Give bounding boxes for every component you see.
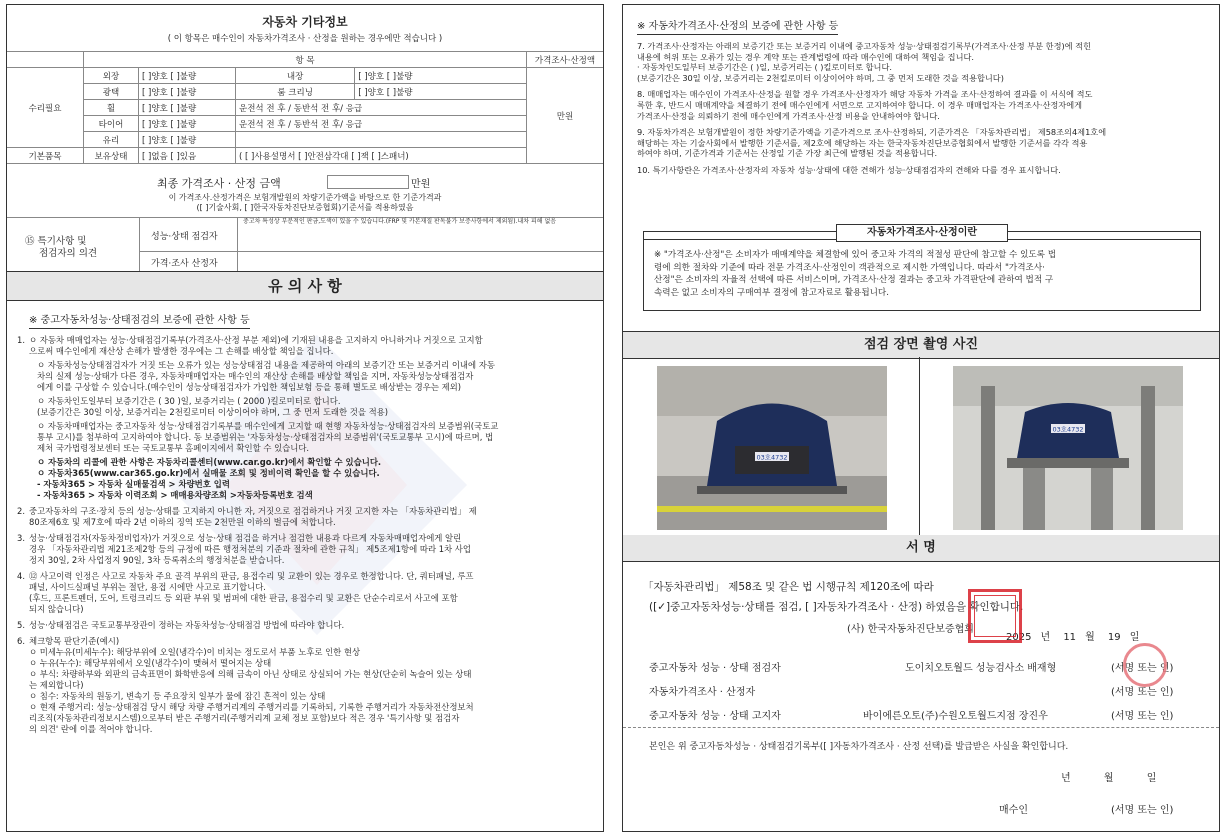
signature-title: 서 명 — [623, 535, 1219, 562]
photo-area — [623, 357, 1219, 536]
law-line-1: 「자동차관리법」 제58조 및 같은 법 시행규칙 제120조에 따라 — [643, 581, 934, 593]
final-note-2: ([ ]기술사회, [ ]한국자동차진단보증협회)기준서를 적용하였음 — [196, 203, 414, 212]
plate-text: 03호4732 — [756, 453, 788, 462]
right-page — [622, 4, 1220, 832]
box-text: ※ "가격조사·산정"은 소비자가 매매계약을 체결함에 있어 중고차 가격의 적절성 판단에 참고할 수 있도록 법 령에 의한 절차와 기준에 따라 전문 가격조사·산정인이 객관적으로 제시한 가액입니다. 따라서 "가격조사· 산정"은 소비자의 자율적 선택에 따른 서비스이며, 가격조사·산정 결과는 중고차 가격판단에 관하여 법적 구 속력은 없고 소비자의 구매여부 결정에 참고자료로 활용됩니다. — [654, 250, 1057, 298]
price-warranty-list — [623, 35, 1219, 176]
list-item: 9. 자동차가격은 보험개발원이 정한 차량기준가액을 기준가격으로 조사·산정하되, 기준가격은 「자동차관리법」 제58조의4제1호에 해당하는 자는 기술사회에서 발행한 기준서를, 제2호에 해당하는 자는 한국자동차진단보증협회에서 발행한 기준서를 각각 적용 하여야 하며, 기준가격과 기준서는 산정일 기준 가장 최근에 발행된 것을 적용합니다. — [637, 127, 1107, 159]
option-table — [7, 51, 603, 164]
final-price-block — [7, 173, 603, 218]
row-cell: [ ]양호 [ ]불량 — [139, 132, 236, 148]
page-subtitle: ( 이 항목은 매수인이 자동차가격조사 · 산정을 원하는 경우에만 적습니다 ) — [167, 34, 443, 44]
buyer-label: 매수인 — [999, 805, 1028, 816]
buyer-date: 년 월 일 — [1061, 773, 1157, 784]
sig-value: 도이치오토월드 성능검사소 배재형 — [905, 663, 1057, 674]
plate-text: 03호4732 — [1052, 425, 1084, 434]
buyer-sign: (서명 또는 인) — [1111, 805, 1174, 816]
law-line-2: ([✓]중고자동차성능·상태를 점검, [ ]자동차가격조사 · 산정) 하였음을 확인합니다. — [649, 601, 1024, 613]
list-item: 8. 매매업자는 매수인이 가격조사·산정을 원할 경우 가격조사·산정자가 해당 자동차 가격을 조사·산정하여 결과를 이 서식에 적도 록한 후, 반드시 매매계약을 체결하기 전에 매수인에게 서면으로 고지하여야 합니다. 이 경우 매매업자는 가격조사·산정자에게 가격조사·산정을 의뢰하기 전에 매수인에게 가격조사·산정 비용을 안내하여야 합니다. — [637, 89, 1093, 121]
list-item: 3. 성능·상태점검자(자동차정비업자)가 거짓으로 성능·상태 점검을 하거나 점검한 내용과 다르게 자동차매매업자에게 알린 경우 「자동차관리법 제21조제2항 등의 규정에 따른 행정처분의 기준과 절차에 관한 규칙」 제5조제1항에 따라 1차 사업 정지 30일, 2차 사업정지 90일, 3차 등록취소의 행정처분을 받습니다. — [7, 533, 603, 566]
warranty-title: ※ 중고자동차성능·상태점검의 보증에 관한 사항 등 — [29, 311, 250, 329]
row-cell: ( [ ]사용설명서 [ ]안전삼각대 [ ]잭 [ ]스패너) — [236, 148, 527, 164]
list-item: 10. 특기사항란은 가격조사·산정자의 자동차 성능·상태에 대한 견해가 성능·상태점검자의 견해와 다를 경우 표시합니다. — [637, 164, 1061, 175]
sig-label: 중고자동차 성능 · 상태 고지자 — [649, 711, 781, 722]
row-cell: 룸 크리닝 — [236, 84, 355, 100]
row-cell: 내장 — [236, 68, 355, 84]
rear-photo — [953, 366, 1183, 530]
header-price: 가격조사·산정액 — [527, 52, 604, 68]
final-note-1: 이 가격조사.산정가격은 보험개발원의 차량기준가액을 바탕으로 한 기준가격과 — [168, 193, 442, 202]
item-text: 중고자동차의 구조·장치 등의 성능·상태를 고지하지 아니한 자, 거짓으로 점검하거나 거짓 고지한 자는 「자동차관리법」 제 80조제6호 및 제7호에 따라 2년 이하의 징역 또는 2천만원 이하의 벌금에 처합니다. — [29, 506, 477, 527]
row-cell: [ ]양호 [ ]불량 — [139, 100, 236, 116]
inspector-note: 중고차 특성상 부분적인 판금,도색이 있을 수 있습니다.(FRP 및 카본재질 판독불가 보증사항에서 제외됨).내차 피해 없음 — [243, 218, 557, 225]
appraiser-label: 가격·조사 산정자 — [151, 259, 218, 269]
row-label: 보유상태 — [84, 148, 139, 164]
sig-label: 중고자동차 성능 · 상태 점검자 — [649, 663, 781, 674]
sig-value: 바이에른오토(주)수원오토월드지점 장진우 — [863, 711, 1048, 722]
list-item: 7. 가격조사·산정자는 아래의 보증기간 또는 보증거리 이내에 중고자동차 성능·상태점검기록부(가격조사·산정 부분 한정)에 적힌 내용에 허위 또는 오류가 있는 경우 계약 또는 관계법령에 따라 매수인에 대하여 책임을 집니다. · 자동차인도일부터 보증기간은 ( )일, 보증거리는 ( )킬로미터로 합니다. (보증기간은 30일 이상, 보증거리는 2천킬로미터 이상이어야 하며, 그 중 먼저 도래한 것을 적용합니다) — [637, 41, 1092, 83]
sig-sign: (서명 또는 인) — [1111, 663, 1174, 674]
item-text: 성능·상태점검은 국토교통부장관이 정하는 자동차성능·상태점검 방법에 따라야 합니다. — [29, 620, 345, 630]
list-item: 1. ㅇ 자동차 매매업자는 성능·상태점검기록부(가격조사·산정 부분 제외)에 기재된 내용을 고지하지 아니하거나 거짓으로 고지함 으로써 매수인에게 재산상 손해가 발생한 경우에는 그 손해를 배상할 책임을 집니다. — [7, 335, 603, 357]
item-text: ㅇ 자동차의 리콜에 관한 사항은 자동차리콜센터(www.car.go.kr)에서 확인할 수 있습니다. ㅇ 자동차365(www.car365.go.kr)에서 실매물 조회 및 정비이력 확인을 할 수 있습니다. - 자동차365 > 자동차 실매물검색 > 차량번호 입력 - 자동차365 > 자동차 이력조회 > 매매용차량조회 >자동차등록번호 검색 — [37, 457, 382, 500]
row-cell: [ ]양호 [ ]불량 — [355, 84, 527, 100]
page-title: 자동차 기타정보 — [262, 15, 348, 29]
left-page — [6, 4, 604, 832]
row-cell: 운전석 전 후 / 동반석 전 후/ 응급 — [236, 116, 527, 132]
row-cell: [ ]양호 [ ]불량 — [355, 68, 527, 84]
price-unit: 만원 — [527, 68, 604, 164]
special-label-1: ⑮ 특기사항 및 — [25, 236, 87, 247]
item-text: 체크항목 판단기준(예시) ㅇ 미세누유(미세누수): 해당부위에 오일(냉각수)이 비치는 정도로서 부품 노후로 인한 현상 ㅇ 누유(누수): 해당부위에서 오일(냉각수)이 맺혀서 떨어지는 상태 ㅇ 부식: 차량하부와 외판의 금속표면이 화학반응에 의해 금속이 아닌 상태로 상실되어 가는 현상(단순히 녹슬어 있는 상태 는 제외합니다) ㅇ 침수: 자동차의 원동기, 변속기 등 주요장치 일부가 물에 잠긴 흔적이 있는 상태 ㅇ 현재 주행거리: 성능·상태점검 당시 해당 차량 주행거리계의 주행거리를 기록하되, 기록한 주행거리가 자동차전산정보처 리조직(자동차관리정보시스템)으로부터 받은 주행거리(주행거리계 교체 정보 포함)보다 적은 경우 '특기사항 및 점검자 의 의견' 란에 이를 적어야 합니다. — [29, 636, 474, 734]
final-price-label: 최종 가격조사 · 산정 금액 — [157, 177, 281, 190]
caution-title: 유 의 사 항 — [7, 271, 603, 301]
appraisal-info-box — [643, 227, 1201, 311]
row-label: 광택 — [84, 84, 139, 100]
row-cell — [236, 132, 527, 148]
group-repair: 수리필요 — [7, 68, 84, 148]
sig-label: 자동차가격조사 · 산정자 — [649, 687, 756, 698]
row-cell: [ ]양호 [ ]불량 — [139, 84, 236, 100]
association-seal — [968, 589, 1022, 643]
front-photo — [657, 366, 887, 530]
price-warranty-title: ※ 자동차가격조사·산정의 보증에 관한 사항 등 — [637, 17, 838, 35]
item-text: ㅇ 자동차매매업자는 중고자동차 성능·상태점검기록부를 매수인에게 고지할 때 현행 자동차성능·상태점검자의 보증범위(국토교 통부 고시)를 첨부하여 고지하여야 합니다. 동 보증범위는 '자동차성능·상태점검자의 보증범위'(국토교통부 고시)에 따르며, 법 제처 국가법령정보센터 또는 국토교통부 홈페이지에서 확인할 수 있습니다. — [37, 421, 499, 453]
photo-title: 점검 장면 촬영 사진 — [623, 331, 1219, 359]
row-label: 타이어 — [84, 116, 139, 132]
row-label: 휠 — [84, 100, 139, 116]
item-text: ⑫ 사고이력 인정은 사고로 자동차 주요 골격 부위의 판금, 용접수리 및 교환이 있는 경우로 한정합니다. 단, 쿼터패널, 루프 패널, 사이드실패널 부위는 절단, 용접 시에만 사고로 표기합니다. (후드, 프론트펜더, 도어, 트렁크리드 등 외판 부위 및 범퍼에 대한 판금, 용접수리 및 교환은 단순수리로서 사고에 포함 되지 않습니다) — [29, 571, 474, 614]
buyer-confirm: 본인은 위 중고자동차성능 · 상태점검기록부([ ]자동차가격조사 · 산정 선택)를 발급받은 사실을 확인합니다. — [649, 742, 1069, 752]
sig-sign: (서명 또는 인) — [1111, 711, 1174, 722]
inspector-seal — [1123, 643, 1167, 687]
date-month: 11 — [1063, 632, 1077, 643]
item-text: ㅇ 자동차 매매업자는 성능·상태점검기록부(가격조사·산정 부분 제외)에 기재된 내용을 고지하지 아니하거나 거짓으로 고지함 으로써 매수인에게 재산상 손해가 발생한 경우에는 그 손해를 배상할 책임을 집니다. — [29, 335, 483, 356]
association: (사) 한국자동차진단보증협회 — [847, 624, 974, 635]
final-price-box — [327, 175, 409, 189]
row-label: 유리 — [84, 132, 139, 148]
list-item: 6. 체크항목 판단기준(예시) ㅇ 미세누유(미세누수): 해당부위에 오일(냉각수)이 비치는 정도로서 부품 노후로 인한 현상 ㅇ 누유(누수): 해당부위에서 오일(냉각수)이 맺혀서 떨어지는 상태 ㅇ 부식: 차량하부와 외판의 금속표면이 화학반응에 의해 금속이 아닌 상태로 상실되어 가는 현상(단순히 녹슬어 있는 상태 는 제외합니다) ㅇ 침수: 자동차의 원동기, 변속기 등 주요장치 일부가 물에 잠긴 흔적이 있는 상태 ㅇ 현재 주행거리: 성능·상태점검 당시 해당 차량 주행거리계의 주행거리를 기록하되, 기록한 주행거리가 자동차전산정보처 리조직(자동차관리정보시스템)으로부터 받은 주행거리(주행거리계 교체 정보 포함)보다 적은 경우 '특기사항 및 점검자 의 의견' 란에 이를 적어야 합니다. — [7, 636, 603, 735]
item-text: ㅇ 자동차성능상태점검자가 거짓 또는 오류가 있는 성능상태점검 내용을 제공하여 아래의 보증기간 또는 보증거리 이내에 자동 차의 실제 성능·상태가 다른 경우, 자동차매매업자는 매수인의 재산상 손해를 배상할 책임을 지며, 자동차성능상태점검자 에게 이를 구상할 수 있습니다.(매수인이 성능상태점검자가 가입한 책임보험 등을 통해 별도로 배상받는 경우는 제외) — [37, 360, 495, 392]
group-basic: 기본품목 — [7, 148, 84, 164]
inspector-label: 성능·상태 점검자 — [151, 232, 218, 242]
row-label: 외장 — [84, 68, 139, 84]
row-cell: [ ]없음 [ ]있음 — [139, 148, 236, 164]
special-label-2: 점검자의 의견 — [39, 248, 98, 259]
list-item: 5. 성능·상태점검은 국토교통부장관이 정하는 자동차성능·상태점검 방법에 따라야 합니다. — [7, 620, 603, 631]
box-title: 자동차가격조사·산정이란 — [836, 224, 1008, 242]
date-block: 2025 년 11 월 19 일 — [1006, 632, 1140, 643]
special-notes-block — [7, 217, 603, 272]
row-cell: [ ]양호 [ ]불량 — [139, 116, 236, 132]
row-cell: 운전석 전 후 / 동반석 전 후/ 응급 — [236, 100, 527, 116]
final-price-unit: 만원 — [411, 179, 431, 190]
row-cell: [ ]양호 [ ]불량 — [139, 68, 236, 84]
header-item: 항 목 — [84, 52, 527, 68]
list-item: 2. 중고자동차의 구조·장치 등의 성능·상태를 고지하지 아니한 자, 거짓으로 점검하거나 거짓 고지한 자는 「자동차관리법」 제 80조제6호 및 제7호에 따라 2년 이하의 징역 또는 2천만원 이하의 벌금에 처합니다. — [7, 506, 603, 528]
caution-list — [7, 335, 603, 735]
item-text: 성능·상태점검자(자동차정비업자)가 거짓으로 성능·상태 점검을 하거나 점검한 내용과 다르게 자동차매매업자에게 알린 경우 「자동차관리법 제21조제2항 등의 규정에 따른 행정처분의 기준과 절차에 관한 규칙」 제5조제1항에 따라 1차 사업 정지 30일, 2차 사업정지 90일, 3차 등록취소의 행정처분을 받습니다. — [29, 533, 471, 565]
date-day: 19 — [1107, 632, 1121, 643]
item-text: ㅇ 자동차인도일부터 보증기간은 ( 30 )일, 보증거리는 ( 2000 )킬로미터로 합니다. (보증기간은 30일 이상, 보증거리는 2천킬로미터 이상이어야 하며, 그 중 먼저 도래한 것을 적용) — [37, 396, 389, 417]
date-year: 2025 — [1006, 632, 1032, 643]
list-item: 4. ⑫ 사고이력 인정은 사고로 자동차 주요 골격 부위의 판금, 용접수리 및 교환이 있는 경우로 한정합니다. 단, 쿼터패널, 루프 패널, 사이드실패널 부위는 절단, 용접 시에만 사고로 표기합니다. (후드, 프론트펜더, 도어, 트렁크리드 등 외판 부위 및 범퍼에 대한 판금, 용접수리 및 교환은 단순수리로서 사고에 포함 되지 않습니다) — [7, 571, 603, 615]
sig-sign: (서명 또는 인) — [1111, 687, 1174, 698]
